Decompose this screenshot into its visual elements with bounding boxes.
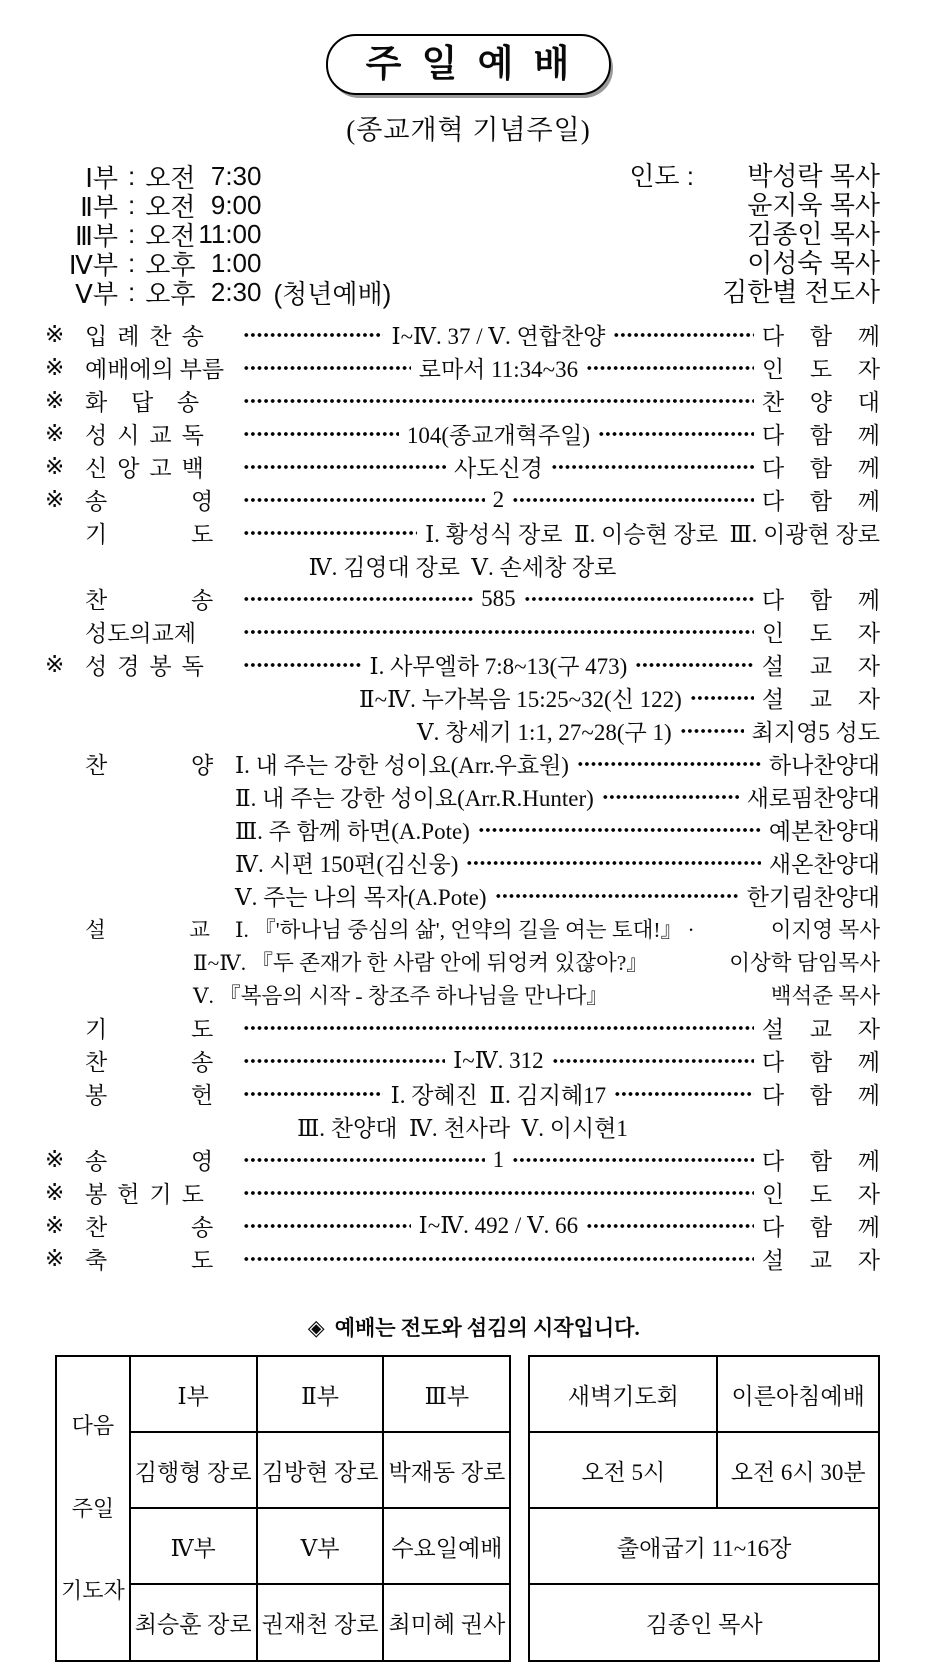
order-row-responsive-reading [45,417,880,450]
dotted-leader [598,430,754,438]
order-respondent: 새온찬양대 [768,852,880,877]
dotted-leader [586,1222,754,1230]
order-row-anthem-cont [45,879,880,912]
order-respondent: 백석준 목사 [770,984,880,1008]
service-time-line [62,278,391,307]
order-title: 봉헌기도 [85,1182,214,1207]
order-row-sermon [45,912,880,945]
bottom-tables [0,1342,937,1662]
table-cell: Ⅴ부 [257,1508,384,1584]
colon: : [128,219,136,249]
next-week-header-line: 기도자 [61,1578,125,1603]
service-note: (청년예배) [273,279,392,309]
service-time: 1:00 [210,248,262,278]
order-detail: Ⅰ. 장혜진 Ⅱ. 김지혜17 [390,1083,607,1108]
service-part: Ⅴ부 [75,279,118,309]
order-respondent: 다 함 께 [761,1149,880,1174]
order-of-worship [0,307,937,1275]
order-respondent: 다 함 께 [761,1215,881,1240]
order-row-anthem-cont [45,846,880,879]
order-title: 성시교독 [85,423,214,448]
table-cell: 오전 6시 30분 [717,1432,879,1508]
order-respondent: 이지영 목사 [770,918,880,942]
leader-name-list [708,162,880,307]
dotted-leader [243,595,473,603]
order-respondent: 다 함 께 [761,324,881,349]
order-respondent: 다 함 께 [761,489,880,514]
order-detail: Ⅰ. 내 주는 강한 성이요(Arr.우효원) [235,753,569,778]
dotted-leader [243,1222,411,1230]
dotted-leader [635,661,754,669]
table-cell: 새벽기도회 [529,1356,717,1432]
footer-note-text: 예배는 전도와 섬김의 시작입니다. [334,1316,640,1340]
dotted-leader [243,1189,754,1197]
page-subtitle: (종교개혁 기념주일) [346,115,591,145]
order-detail: 2 [492,486,505,512]
table-cell: Ⅱ부 [257,1356,384,1432]
table-cell: 최미혜 권사 [383,1584,510,1660]
dotted-leader [243,1057,445,1065]
table-cell: 박재동 장로 [383,1432,510,1508]
next-week-header-line: 주일 [71,1495,115,1521]
order-detail: Ⅱ~Ⅳ. 『두 존재가 한 사람 안에 뒤엉켜 있잖아?』 [193,951,648,975]
dotted-leader [243,529,417,537]
order-row-gloria2 [45,1143,880,1176]
service-part: Ⅰ부 [85,163,118,193]
dotted-leader [690,694,754,702]
footer-note [0,1287,937,1342]
leader-name: 이성숙 목사 [747,248,880,278]
dawn-prayer-table [528,1355,880,1662]
table-cell: 김방현 장로 [257,1432,384,1508]
leader-name: 김종인 목사 [747,219,880,249]
required-marker: ※ [45,354,65,380]
order-detail: Ⅴ. 『복음의 시작 - 창조주 하나님을 만나다』 [193,984,608,1008]
required-marker: ※ [45,1146,65,1172]
page-title: 주 일 예 배 [326,34,612,95]
leader-name: 윤지욱 목사 [747,190,880,220]
order-row-anthem [45,747,880,780]
header [0,0,937,147]
order-detail: Ⅱ. 내 주는 강한 성이요(Arr.R.Hunter) [235,786,594,811]
service-time: 2:30 [210,277,262,307]
dotted-leader [552,1057,754,1065]
order-title: 화 답 송 [85,390,200,415]
order-row-call-to-worship [45,351,880,384]
table-cell: Ⅰ부 [130,1356,257,1432]
service-ampm: 오전 [145,163,196,193]
order-detail: 1 [492,1146,505,1172]
order-respondent: 다 함 께 [761,1050,881,1075]
order-respondent: 다 함 께 [761,423,881,448]
order-title: 찬 송 [85,588,214,613]
required-marker: ※ [45,420,65,446]
service-part: Ⅳ부 [68,250,118,280]
order-row-prayer2 [45,1011,880,1044]
dotted-leader [586,364,754,372]
order-respondent: 설 교 자 [761,687,880,712]
required-marker: ※ [45,387,65,413]
next-week-header-cell [56,1356,130,1661]
order-title: 예배에의 부름 [85,357,225,382]
table-cell: 김행형 장로 [130,1432,257,1508]
required-marker: ※ [45,1212,65,1238]
next-week-prayer-table [55,1355,511,1662]
dotted-leader [243,1024,754,1032]
order-title: 설 교 [85,918,210,942]
order-respondent: 설 교 자 [761,1017,880,1042]
order-title: 성도의교제 [85,621,197,646]
service-ampm: 오전 [145,192,196,222]
order-detail: Ⅴ. 창세기 1:1, 27~28(구 1) [417,720,672,745]
service-ampm: 오후 [145,250,196,280]
order-respondent: 인 도 자 [761,1182,880,1207]
order-detail: 사도신경 [453,456,543,481]
order-row-sermon-cont [45,978,880,1011]
dotted-leader [478,826,761,834]
order-respondent: 설 교 자 [761,1248,880,1273]
order-respondent: 최지영5 성도 [751,720,880,745]
order-title: 축 도 [85,1248,214,1273]
dotted-leader [466,859,761,867]
order-title: 기 도 [85,1017,214,1042]
order-respondent: 하나찬양대 [768,753,880,778]
order-detail: Ⅰ~Ⅳ. 312 [453,1047,544,1073]
service-info [0,147,937,307]
order-row-fellowship [45,615,880,648]
order-title: 신앙고백 [85,456,214,481]
order-row-offering-cont [45,1110,880,1143]
service-times [62,162,391,307]
required-marker: ※ [45,486,65,512]
order-row-scripture [45,648,880,681]
table-cell: 이른아침예배 [717,1356,879,1432]
dotted-leader [577,760,761,768]
order-row-offering [45,1077,880,1110]
order-respondent: 한기림찬양대 [746,885,880,910]
order-row-hymn [45,582,880,615]
service-ampm: 오전 [145,221,196,251]
dotted-leader [243,628,754,636]
dotted-leader [613,331,753,339]
order-row-hymn2 [45,1044,880,1077]
required-marker: ※ [45,453,65,479]
order-detail: 585 [481,585,516,611]
order-row-hymn3 [45,1209,880,1242]
dotted-leader [602,793,739,801]
order-row-iprechansong [45,318,880,351]
order-respondent: 이상학 담임목사 [729,951,880,975]
order-row-prayer-cont [45,549,880,582]
order-detail: Ⅰ~Ⅳ. 37 / Ⅴ. 연합찬양 [391,324,606,349]
dotted-leader [551,463,754,471]
order-title: 찬 송 [85,1215,214,1240]
dotted-leader [512,496,754,504]
order-title: 입례찬송 [85,324,214,349]
order-detail: 104(종교개혁주일) [406,423,590,448]
dotted-leader [243,430,399,438]
order-detail: Ⅰ. 사무엘하 7:8~13(구 473) [369,654,628,679]
order-detail: Ⅰ. 『'하나님 중심의 삶', 언약의 길을 여는 토대!』 · [235,918,695,942]
dotted-leader [512,1156,754,1164]
dotted-leader [243,1255,754,1263]
order-title: 송 영 [85,489,214,514]
order-row-anthem-cont [45,780,880,813]
required-marker: ※ [45,321,65,347]
order-title: 송 영 [85,1149,214,1174]
dotted-leader [524,595,754,603]
dotted-leader [495,892,739,900]
order-row-benediction [45,1242,880,1275]
service-part: Ⅱ부 [80,192,118,222]
order-detail: Ⅳ. 시편 150편(김신웅) [235,852,459,877]
dotted-leader [243,496,485,504]
order-title: 성경봉독 [85,654,214,679]
next-week-header-line: 다음 [71,1413,115,1438]
order-row-confession [45,450,880,483]
order-title: 봉 헌 [85,1083,214,1108]
order-respondent: 다 함 께 [761,456,880,481]
required-marker: ※ [45,1245,65,1271]
required-marker: ※ [45,651,65,677]
order-row-sermon-cont [45,945,880,978]
table-cell: 권재천 장로 [257,1584,384,1660]
table-cell: 최승훈 장로 [130,1584,257,1660]
colon: : [128,190,136,220]
order-respondent: 다 함 께 [761,1083,880,1108]
dotted-leader [243,661,362,669]
table-cell: Ⅳ부 [130,1508,257,1584]
dotted-leader [243,364,411,372]
order-row-response-song [45,384,880,417]
order-detail: Ⅲ. 주 함께 하면(A.Pote) [235,819,470,844]
order-respondent: 설 교 자 [761,654,881,679]
service-time: 11:00 [198,219,262,249]
order-row-anthem-cont [45,813,880,846]
order-detail: Ⅳ. 김영대 장로 Ⅴ. 손세창 장로 [308,555,617,580]
leader-name: 박성락 목사 [747,161,880,191]
colon: : [128,161,136,191]
order-detail: Ⅱ~Ⅳ. 누가복음 15:25~32(신 122) [359,687,682,712]
dotted-leader [243,463,446,471]
colon: : [128,277,136,307]
dotted-leader [614,1090,754,1098]
dotted-leader [243,1156,485,1164]
order-detail: Ⅲ. 찬양대 Ⅳ. 천사라 Ⅴ. 이시현1 [297,1116,628,1141]
leader-name: 김한별 전도사 [722,277,880,307]
diamond-icon: ◈ [307,1315,325,1340]
required-marker: ※ [45,1179,65,1205]
order-respondent: 찬 양 대 [761,390,880,415]
service-ampm: 오후 [145,279,196,309]
service-leaders [629,162,880,307]
table-cell: Ⅲ부 [383,1356,510,1432]
dotted-leader [243,331,383,339]
order-title: 기 도 [85,522,214,547]
service-time: 7:30 [210,161,262,191]
table-cell: 오전 5시 [529,1432,717,1508]
order-respondent: 인 도 자 [761,621,880,646]
order-respondent: 예본찬양대 [768,819,880,844]
order-respondent: 다 함 께 [761,588,880,613]
dotted-leader [243,397,754,405]
order-detail: Ⅰ~Ⅳ. 492 / Ⅴ. 66 [418,1212,579,1238]
order-respondent: 인 도 자 [761,357,881,382]
order-row-offering-prayer [45,1176,880,1209]
order-detail: Ⅰ. 황성식 장로 Ⅱ. 이승현 장로 Ⅲ. 이광현 장로 [425,522,880,547]
order-row-scripture-cont [45,714,880,747]
service-time: 9:00 [210,190,262,220]
service-part: Ⅲ부 [74,221,118,251]
dawn-pastor-cell: 김종인 목사 [529,1584,879,1660]
dotted-leader [243,1090,383,1098]
order-row-prayer [45,516,880,549]
order-row-scripture-cont [45,681,880,714]
order-detail: 로마서 11:34~36 [418,357,579,382]
leader-label: 인도 : [629,161,694,191]
order-detail: Ⅴ. 주는 나의 목자(A.Pote) [235,885,487,910]
dawn-scripture-cell: 출애굽기 11~16장 [529,1508,879,1584]
order-title: 찬 양 [85,753,214,778]
table-cell: 수요일예배 [383,1508,510,1584]
dotted-leader [680,727,744,735]
colon: : [128,248,136,278]
order-row-gloria [45,483,880,516]
order-respondent: 새로핌찬양대 [746,786,880,811]
order-title: 찬 송 [85,1050,214,1075]
